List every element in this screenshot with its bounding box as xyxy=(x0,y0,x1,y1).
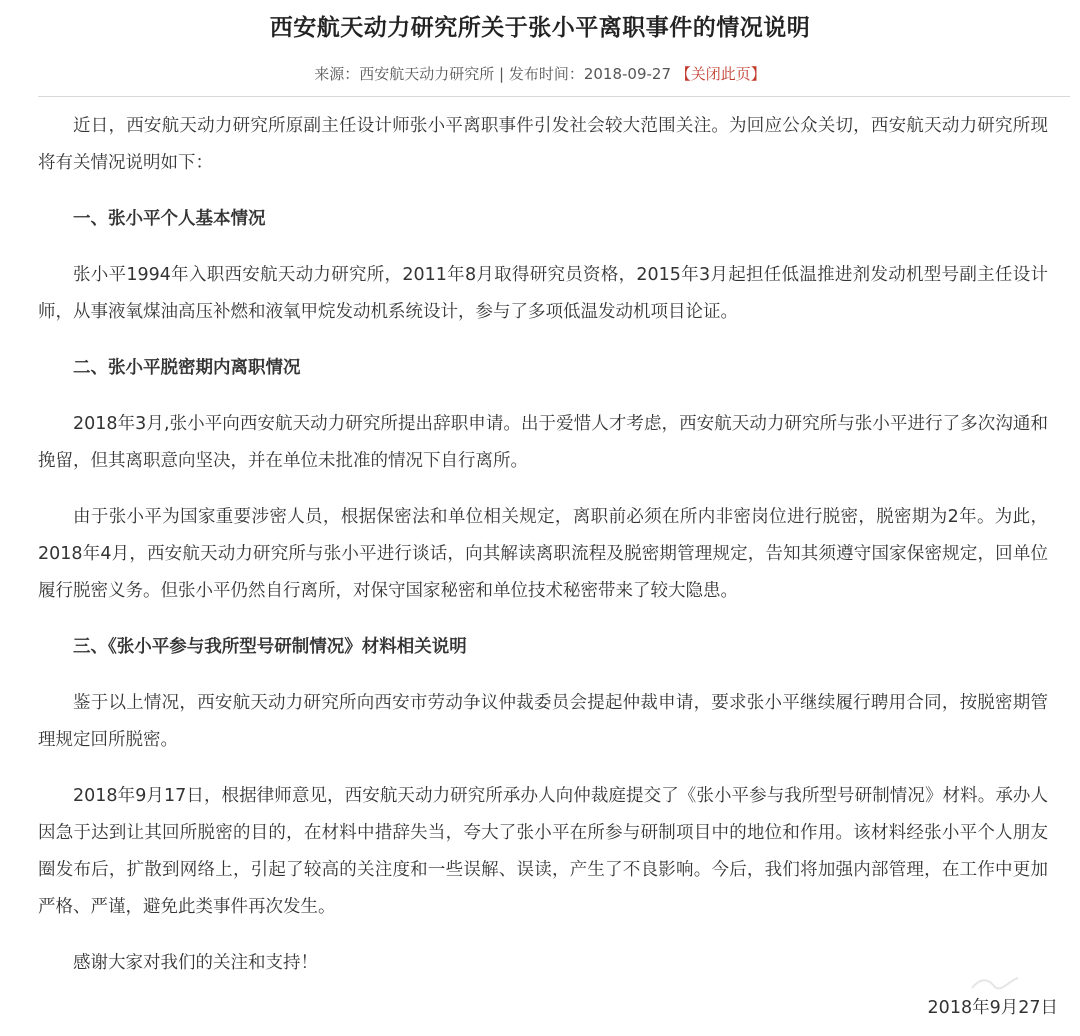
section-2-paragraph-1: 2018年3月,张小平向西安航天动力研究所提出辞职申请。出于爱惜人才考虑，西安航天动力研究所与张小平进行了多次沟通和挽留，但其离职意向坚决，并在单位未批准的情况下自行离所。 xyxy=(38,414,1048,471)
signature-date: 2018年9月27日 xyxy=(927,998,1058,1018)
closing-paragraph: 感谢大家对我们的关注和支持！ xyxy=(73,953,318,973)
section-heading-1: 一、张小平个人基本情况 xyxy=(73,209,266,229)
source-value: 西安航天动力研究所 xyxy=(359,65,495,83)
meta-separator: | xyxy=(494,65,509,83)
header-divider xyxy=(38,96,1070,97)
section-3-paragraph-2: 2018年9月17日，根据律师意见，西安航天动力研究所承办人向仲裁庭提交了《张小平参与我所型号研制情况》材料。承办人因急于达到让其回所脱密的目的，在材料中措辞失当，夸大了张小平在所参与研制项目中的地位和作用。该材料经张小平个人朋友圈发布后，扩散到网络上，引起了较高的关注度和一些误解、误读，产生了不良影响。今后，我们将加强内部管理，在工作中更加严格、严谨，避免此类事件再次发生。 xyxy=(38,786,1048,917)
intro-paragraph: 近日，西安航天动力研究所原副主任设计师张小平离职事件引发社会较大范围关注。为回应公众关切，西安航天动力研究所现将有关情况说明如下： xyxy=(38,116,1048,173)
publish-date: 2018-09-27 xyxy=(583,65,672,83)
section-1-paragraph: 张小平1994年入职西安航天动力研究所，2011年8月取得研究员资格，2015年3月起担任低温推进剂发动机型号副主任设计师，从事液氧煤油高压补燃和液氧甲烷发动机系统设计，参与了多项低温发动机项目论证。 xyxy=(38,265,1048,322)
section-heading-2: 二、张小平脱密期内离职情况 xyxy=(73,358,301,378)
source-label: 来源： xyxy=(314,65,360,83)
page-title: 西安航天动力研究所关于张小平离职事件的情况说明 xyxy=(269,15,811,41)
section-3-paragraph-1: 鉴于以上情况，西安航天动力研究所向西安市劳动争议仲裁委员会提起仲裁申请，要求张小平继续履行聘用合同，按脱密期管理规定回所脱密。 xyxy=(38,693,1048,750)
close-page-link[interactable]: 【关闭此页】 xyxy=(675,65,766,83)
article-meta xyxy=(0,60,1080,88)
date-label: 发布时间： xyxy=(508,65,584,83)
article-body xyxy=(38,108,1048,1001)
section-2-paragraph-2: 由于张小平为国家重要涉密人员，根据保密法和单位相关规定，离职前必须在所内非密岗位进行脱密，脱密期为2年。为此，2018年4月，西安航天动力研究所与张小平进行谈话，向其解读离职流程及脱密期管理规定，告知其须遵守国家保密规定，回单位履行脱密义务。但张小平仍然自行离所，对保守国家秘密和单位技术秘密带来了较大隐患。 xyxy=(38,507,1048,601)
section-heading-3: 三、《张小平参与我所型号研制情况》材料相关说明 xyxy=(73,637,467,657)
